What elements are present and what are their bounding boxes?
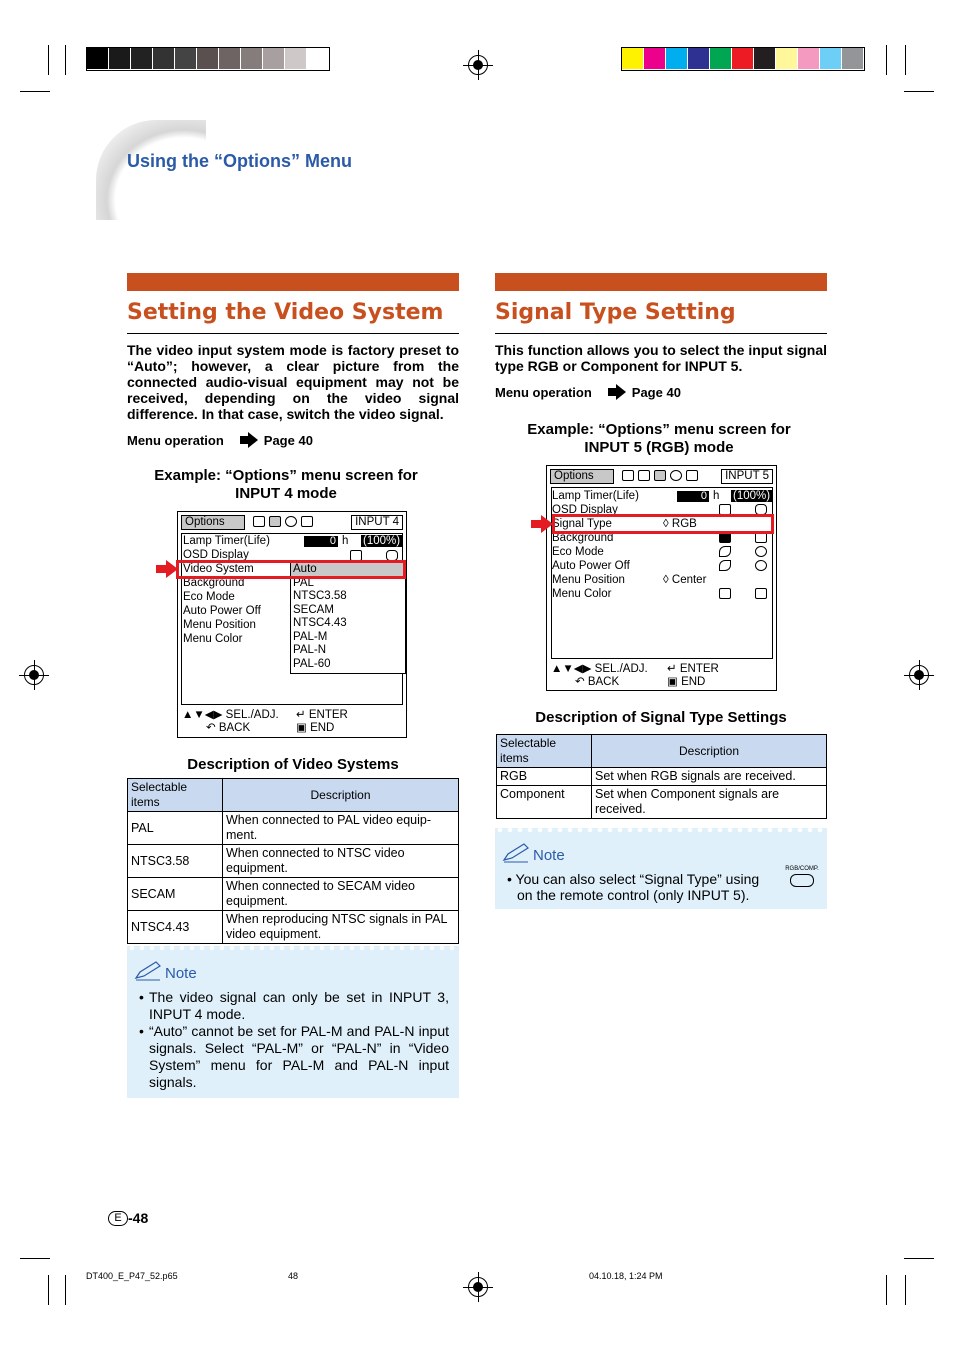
table-header: Description <box>223 779 459 812</box>
osd-menu-item[interactable]: Auto Power Off <box>552 560 630 572</box>
note-title: Note <box>165 965 197 982</box>
video-system-option[interactable]: NTSC3.58 <box>293 590 347 602</box>
note-list <box>139 989 449 1091</box>
menu-op-label: Menu operation <box>495 384 592 400</box>
left-note <box>127 946 459 1098</box>
heading-rule <box>495 333 827 334</box>
left-osd-screen <box>177 511 407 738</box>
video-system-option[interactable]: PAL-60 <box>293 657 331 670</box>
crop-mark <box>904 91 934 92</box>
lamp-percent: (100%) <box>733 490 771 502</box>
color-swatch <box>263 48 285 69</box>
osd-menu-item[interactable]: Menu Position <box>183 619 256 631</box>
video-systems-table <box>127 778 459 944</box>
color-calibration-bar <box>621 47 865 71</box>
left-menu-operation <box>127 432 313 448</box>
orange-bar <box>495 273 827 291</box>
fine-sync-icon <box>638 470 650 481</box>
crop-mark <box>904 1258 934 1259</box>
table-cell: When reproducing NTSC signals in PAL video equipment. <box>223 911 459 944</box>
right-intro: This function allows you to select the input signal type RGB or Component for INPUT 5. <box>495 342 827 374</box>
left-table-title: Description of Video Systems <box>187 756 399 773</box>
color-swatch <box>109 48 131 69</box>
note-text: • You can also select “Signal Type” using <box>507 871 760 887</box>
osd-menu-item[interactable]: Background <box>183 577 245 589</box>
table-cell: PAL <box>128 812 223 845</box>
osd-menu-item[interactable]: Video System <box>183 563 254 575</box>
signal-type-value: ◊ RGB <box>663 518 697 530</box>
brightness-icon <box>755 546 767 557</box>
crop-mark <box>48 1275 49 1305</box>
rgb-comp-label: RGB/COMP. <box>785 866 819 872</box>
registration-mark <box>24 665 44 685</box>
input-label: INPUT 5 <box>721 469 773 484</box>
table-header: Description <box>592 735 827 768</box>
right-heading: Signal Type Setting <box>495 300 736 325</box>
note-item: • The video signal can only be set in INPUT 3, INPUT 4 mode. <box>139 989 449 1022</box>
lamp-value <box>304 536 338 547</box>
video-system-option[interactable]: PAL-N <box>293 644 327 656</box>
osd-menu-item[interactable]: Eco Mode <box>552 546 604 558</box>
table-cell: When connected to SECAM video equipment. <box>223 878 459 911</box>
color-swatch <box>153 48 175 69</box>
options-icon <box>654 470 666 481</box>
sel-adj-hint: ▲▼◀▶ SEL./ADJ. <box>551 663 648 675</box>
table-cell: Component <box>497 786 592 819</box>
note-item: • “Auto” cannot be set for PAL-M and PAL-N input signals. Select “PAL-M” or “PAL-N” in “Video System” menu for PAL-M and PAL-N input signals. <box>139 1023 449 1090</box>
page-number <box>108 1210 148 1226</box>
back-label: BACK <box>218 722 251 734</box>
crop-mark <box>65 45 66 75</box>
pencil-icon <box>134 960 162 982</box>
end-label: END <box>310 722 335 734</box>
table-cell: SECAM <box>128 878 223 911</box>
table-cell: When connected to NTSC video equipment. <box>223 845 459 878</box>
arrow-right-icon <box>616 384 626 400</box>
color-swatch <box>197 48 219 69</box>
color-swatch <box>732 48 754 69</box>
menu-op-page[interactable]: Page 40 <box>631 384 681 400</box>
crop-mark <box>905 45 906 75</box>
crop-mark <box>20 91 50 92</box>
crop-mark <box>65 1275 66 1305</box>
enter-hint: ↵ ENTER <box>296 709 348 721</box>
status-icon <box>686 470 698 481</box>
picture-icon <box>253 516 265 527</box>
left-intro: The video input system mode is factory preset to “Auto”; however, a clear picture from the connected audio-visual equipment may not be received, depending on the video signal difference. In that case, switch the video signal. <box>127 342 459 422</box>
table-cell: When connected to PAL video equip- ment. <box>223 812 459 845</box>
right-note <box>495 828 827 909</box>
note-line: You can also select “Signal Type” using <box>515 871 760 887</box>
left-example-caption <box>127 467 445 503</box>
crop-mark <box>886 45 887 75</box>
options-tab: Options <box>550 469 614 484</box>
video-system-option[interactable]: SECAM <box>293 603 334 616</box>
table-cell: RGB <box>497 768 592 786</box>
osd-menu-item[interactable]: Auto Power Off <box>183 605 261 617</box>
video-system-option[interactable]: Auto <box>291 563 405 577</box>
lamp-label: Lamp Timer(Life) <box>552 490 639 502</box>
lamp-label: Lamp Timer(Life) <box>183 535 270 547</box>
table-row <box>497 786 827 819</box>
orange-bar <box>127 273 459 291</box>
right-menu-operation <box>495 384 681 400</box>
video-system-option[interactable]: PAL <box>293 576 314 589</box>
lamp-val: 0 <box>329 535 336 547</box>
table-row <box>128 812 459 845</box>
sel-label: SEL./ADJ. <box>594 663 648 675</box>
example-line: Example: “Options” menu screen for <box>154 467 418 484</box>
color-swatch <box>644 48 666 69</box>
heading-rule <box>127 333 459 334</box>
left-heading: Setting the Video System <box>127 300 444 325</box>
signal-type-table <box>496 734 827 819</box>
position-val: Center <box>671 574 707 586</box>
end-hint: ▣ END <box>667 676 706 688</box>
note-line: on the remote control (only INPUT 5). <box>517 887 750 903</box>
example-line: INPUT 4 mode <box>235 485 337 502</box>
section-title: Using the “Options” Menu <box>127 151 352 171</box>
color-swatch <box>666 48 688 69</box>
lamp-unit: h <box>342 535 349 547</box>
right-example-caption <box>500 421 818 457</box>
table-row <box>497 768 827 786</box>
table-header: Selectable items <box>128 779 223 812</box>
color-swatch <box>285 48 307 69</box>
menu-position-value: ◊ Center <box>663 574 707 586</box>
right-table-title: Description of Signal Type Settings <box>535 709 787 726</box>
footer-page: 48 <box>288 1271 299 1281</box>
table-cell: NTSC3.58 <box>128 845 223 878</box>
osd-menu-item[interactable]: Menu Color <box>552 588 612 600</box>
osd-menu-item[interactable]: Menu Position <box>552 574 625 586</box>
lamp-percent: (100%) <box>363 535 401 547</box>
menu-op-label: Menu operation <box>127 432 224 448</box>
footer-date: 04.10.18, 1:24 PM <box>589 1271 663 1281</box>
color-swatch <box>688 48 710 69</box>
color-swatch <box>820 48 842 69</box>
crop-mark <box>48 45 49 75</box>
language-icon <box>670 470 682 481</box>
example-line: Example: “Options” menu screen for <box>527 421 791 438</box>
osd-menu-item[interactable]: Menu Color <box>183 633 243 645</box>
lamp-val: 0 <box>700 490 707 502</box>
end-hint: ▣ END <box>296 722 335 734</box>
page-num: -48 <box>128 1210 149 1226</box>
options-tab: Options <box>181 515 245 530</box>
left-highlight-box <box>176 560 406 579</box>
color-swatch <box>710 48 732 69</box>
registration-mark <box>468 55 488 75</box>
color-swatch <box>622 48 644 69</box>
red-pointer-icon <box>541 515 553 533</box>
table-row <box>128 845 459 878</box>
osd-menu-item[interactable]: Eco Mode <box>183 591 235 603</box>
right-osd-screen <box>546 465 777 691</box>
menu-op-page[interactable]: Page 40 <box>263 432 313 448</box>
crop-mark <box>886 1275 887 1305</box>
osd-menu-item[interactable]: OSD Display <box>183 549 249 561</box>
enter-label: ENTER <box>308 709 348 721</box>
footer-file: DT400_E_P47_52.p65 <box>86 1271 178 1281</box>
table-cell: Set when Component signals are received. <box>592 786 827 819</box>
table-header: Selectable items <box>497 735 592 768</box>
osd-menu-item[interactable]: Background <box>552 532 614 544</box>
osd-row-lamp <box>552 489 639 503</box>
crop-mark <box>905 1275 906 1305</box>
osd-menu-item[interactable]: Signal Type <box>552 518 612 530</box>
note-title: Note <box>533 847 565 864</box>
color-swatch <box>175 48 197 69</box>
picture-icon <box>622 470 634 481</box>
back-label: BACK <box>587 676 620 688</box>
page-badge: E <box>108 1211 128 1226</box>
table-row <box>128 911 459 944</box>
options-icon <box>269 516 281 527</box>
sel-adj-hint: ▲▼◀▶ SEL./ADJ. <box>182 709 279 721</box>
crop-mark <box>20 1258 50 1259</box>
video-system-option[interactable]: PAL-M <box>293 630 328 643</box>
table-row <box>128 878 459 911</box>
signal-val: RGB <box>671 518 697 530</box>
pencil-icon <box>502 842 530 864</box>
registration-mark <box>468 1277 488 1297</box>
red-pointer-icon <box>166 560 178 578</box>
table-cell: NTSC4.43 <box>128 911 223 944</box>
color-swatch <box>131 48 153 69</box>
lamp-value <box>677 491 709 502</box>
color-swatch <box>87 48 109 69</box>
color-swatch <box>219 48 241 69</box>
color-swatch <box>754 48 776 69</box>
note-text-2 <box>517 887 817 904</box>
example-line: INPUT 5 (RGB) mode <box>584 439 734 456</box>
registration-mark <box>909 665 929 685</box>
end-label: END <box>681 676 706 688</box>
color-swatch <box>798 48 820 69</box>
sel-label: SEL./ADJ. <box>225 709 279 721</box>
arrow-right-icon <box>248 432 258 448</box>
color-swatch <box>842 48 864 69</box>
osd-row-lamp <box>183 534 270 548</box>
enter-label: ENTER <box>679 663 719 675</box>
gray-calibration-bar <box>86 47 330 71</box>
menu-color-alt-icon <box>755 588 767 599</box>
power-on-icon <box>755 560 767 571</box>
back-hint: ↶ BACK <box>575 676 620 688</box>
enter-hint: ↵ ENTER <box>667 663 719 675</box>
color-swatch <box>307 48 329 69</box>
rgb-comp-button-icon <box>785 866 819 887</box>
color-swatch <box>776 48 798 69</box>
osd-menu-item[interactable]: OSD Display <box>552 504 618 516</box>
input-label: INPUT 4 <box>351 515 403 530</box>
table-cell: Set when RGB signals are received. <box>592 768 827 786</box>
video-system-option[interactable]: NTSC4.43 <box>293 617 347 629</box>
color-swatch <box>241 48 263 69</box>
right-highlight-box <box>552 514 774 534</box>
menu-color-icon <box>719 588 731 599</box>
back-hint: ↶ BACK <box>206 722 251 734</box>
lamp-unit: h <box>713 490 720 502</box>
language-icon <box>285 516 297 527</box>
status-icon <box>301 516 313 527</box>
